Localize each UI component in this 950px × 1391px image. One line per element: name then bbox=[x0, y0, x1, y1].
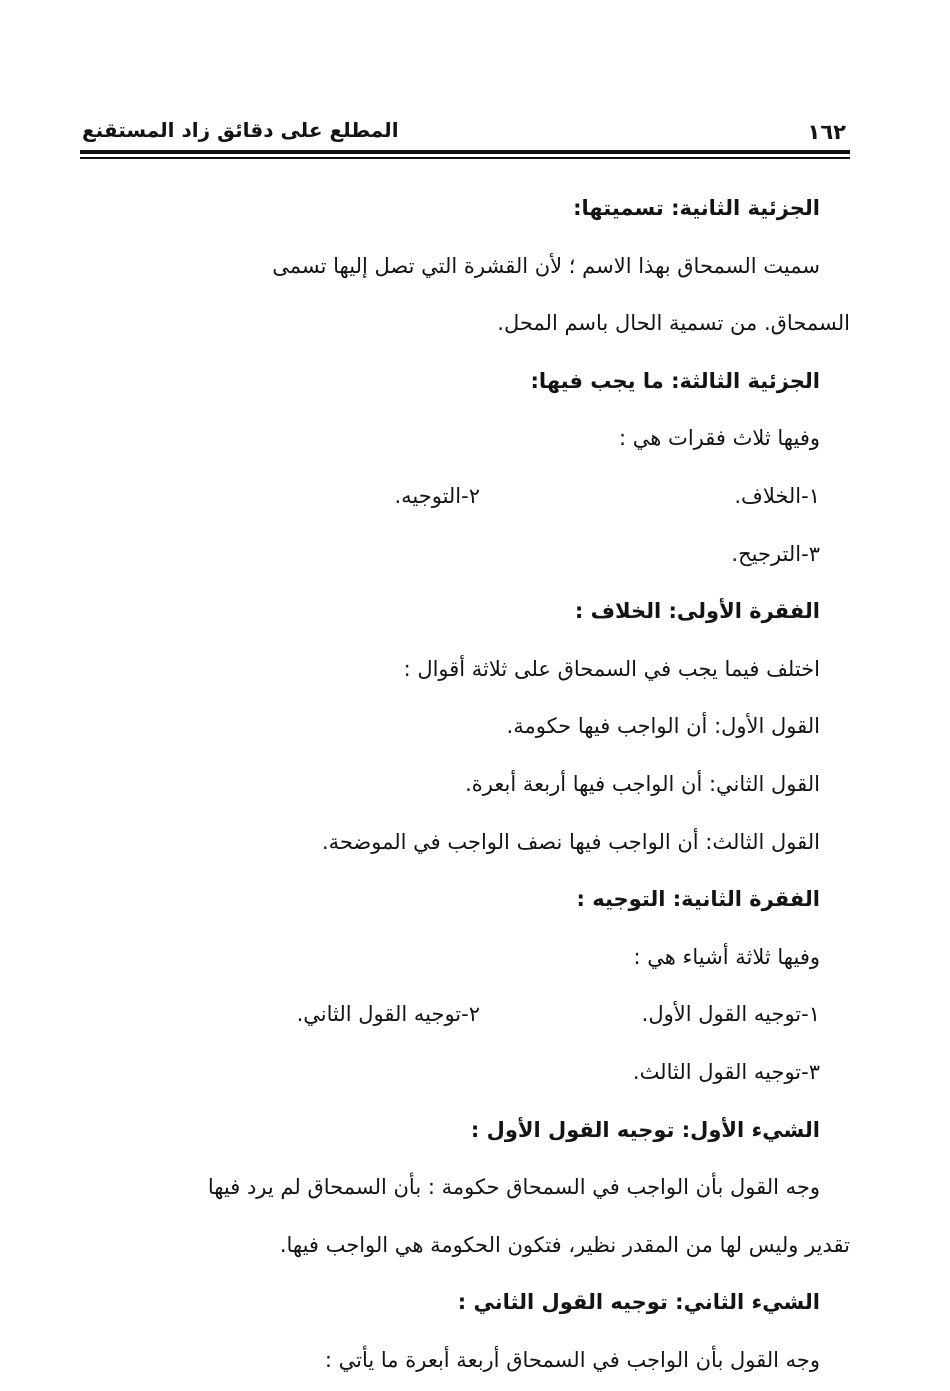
header-rule-thick bbox=[80, 150, 850, 154]
paragraph-line: وفيها ثلاثة أشياء هي : bbox=[633, 944, 820, 969]
page-number: ١٦٢ bbox=[807, 120, 846, 144]
enumerated-row bbox=[80, 986, 850, 1044]
list-item: ٢-التوجيه. bbox=[394, 483, 480, 508]
paragraph-line: القول الأول: أن الواجب فيها حكومة. bbox=[506, 714, 820, 739]
paragraph-line: سميت السمحاق بهذا الاسم ؛ لأن القشرة التي تصل إليها تسمى bbox=[272, 253, 820, 278]
section-heading: الفقرة الثانية: التوجيه : bbox=[576, 887, 820, 912]
paragraph-line: القول الثاني: أن الواجب فيها أربعة أبعرة. bbox=[465, 771, 820, 796]
header-rule-thin bbox=[80, 157, 850, 159]
list-item: ٢-توجيه القول الثاني. bbox=[296, 1002, 480, 1027]
running-header bbox=[78, 112, 850, 148]
paragraph-line: اختلف فيما يجب في السمحاق على ثلاثة أقوال : bbox=[403, 656, 820, 681]
body-text bbox=[80, 180, 850, 1389]
section-heading: الشيء الأول: توجيه القول الأول : bbox=[470, 1117, 820, 1142]
section-heading: الفقرة الأولى: الخلاف : bbox=[574, 599, 820, 624]
book-title: المطلع على دقائق زاد المستقنع bbox=[82, 118, 399, 142]
paragraph-line: القول الثالث: أن الواجب فيها نصف الواجب في الموضحة. bbox=[321, 829, 820, 854]
section-heading: الجزئية الثالثة: ما يجب فيها: bbox=[530, 368, 820, 393]
list-item: ١-الخلاف. bbox=[734, 483, 820, 508]
paragraph-line: وفيها ثلاث فقرات هي : bbox=[619, 426, 820, 451]
paragraph-continuation: السمحاق. من تسمية الحال باسم المحل. bbox=[497, 311, 850, 336]
section-heading: الجزئية الثانية: تسميتها: bbox=[573, 196, 820, 220]
section-heading: الشيء الثاني: توجيه القول الثاني : bbox=[457, 1290, 820, 1315]
paragraph-line: وجه القول بأن الواجب في السمحاق حكومة : بأن السمحاق لم يرد فيها bbox=[207, 1175, 820, 1200]
list-item: ١-توجيه القول الأول. bbox=[641, 1002, 820, 1027]
enumerated-row bbox=[80, 468, 850, 526]
paragraph-line: ٣-توجيه القول الثالث. bbox=[632, 1059, 820, 1084]
paragraph-continuation: تقدير وليس لها من المقدر نظير، فتكون الحكومة هي الواجب فيها. bbox=[279, 1232, 850, 1257]
paragraph-line: ٣-الترجيح. bbox=[731, 541, 820, 566]
paragraph-line: وجه القول بأن الواجب في السمحاق أربعة أبعرة ما يأتي : bbox=[324, 1347, 820, 1372]
